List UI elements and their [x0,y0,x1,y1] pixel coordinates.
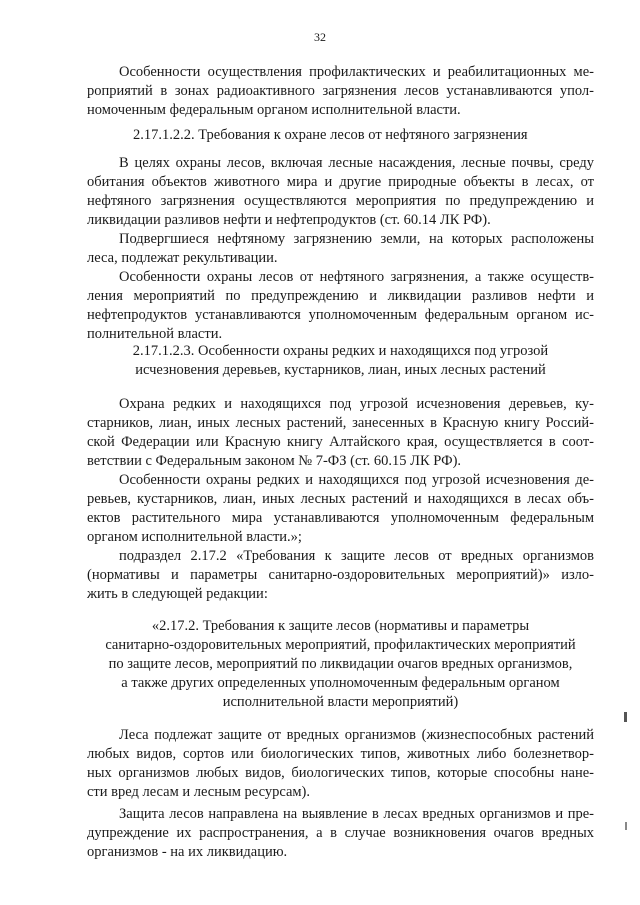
section-heading: а также других определенных уполномоченным федеральным органом [121,675,560,691]
text-line: полнительной власти. [87,326,223,342]
text-line: старников, лиан, иных лесных растений, занесенных в Красную книгу Россий- [87,415,594,431]
text-line: нефтепродуктов устанавливаются уполномоченным федеральным органом ис- [87,307,594,323]
section-heading: санитарно-оздоровительных мероприятий, профилактических мероприятий [105,637,576,653]
section-heading: 2.17.1.2.3. Особенности охраны редких и находящихся под угрозой [132,343,549,359]
text-line: Особенности охраны редких и находящихся под угрозой исчезновения де- [119,472,594,488]
text-line: ской Федерации или Красную книгу Алтайского края, осуществляется в соот- [87,434,594,450]
text-line: ления мероприятий по предупреждению и ликвидации разливов нефти и [87,288,594,304]
text-line: ревьев, кустарников, лиан, иных лесных растений и находящихся в лесах объ- [87,491,594,507]
section-heading: исполнительной власти мероприятий) [222,694,459,710]
section-heading: по защите лесов, мероприятий по ликвидации очагов вредных организмов, [108,656,573,672]
text-line: жить в следующей редакции: [87,586,268,602]
text-line: Особенности осуществления профилактических и реабилитационных ме- [119,64,594,80]
text-line: (нормативы и параметры санитарно-оздоровительных мероприятий)» изло- [87,567,594,583]
text-line: подраздел 2.17.2 «Требования к защите лесов от вредных организмов [119,548,594,564]
text-line: ных организмов любых видов, биологических типов, которые способны нане- [87,765,594,781]
text-line: дупреждение их распространения, а в случае возникновения очагов вредных [87,825,594,841]
text-line: Охрана редких и находящихся под угрозой исчезновения деревьев, ку- [119,396,594,412]
text-line: леса, подлежат рекультивации. [87,250,278,266]
section-heading: 2.17.1.2.2. Требования к охране лесов от нефтяного загрязнения [133,127,528,143]
section-heading: «2.17.2. Требования к защите лесов (нормативы и параметры [151,618,530,634]
text-line: ликвидации разливов нефти и нефтепродуктов (ст. 60.14 ЛК РФ). [87,212,491,228]
text-line: Леса подлежат защите от вредных организмов (жизнеспособных растений [119,727,594,743]
text-line: ветствии с Федеральным законом № 7-ФЗ (ст. 60.15 ЛК РФ). [87,453,462,469]
text-line: Подвергшиеся нефтяному загрязнению земли, на которых расположены [119,231,594,247]
text-line: обитания объектов животного мира и другие природные объекты в лесах, от [87,174,594,190]
text-line: ектов растительного мира устанавливаются уполномоченным федеральным [87,510,594,526]
text-line: Особенности охраны лесов от нефтяного загрязнения, а также осуществ- [119,269,594,285]
scan-artifact [625,822,627,830]
section-heading: исчезновения деревьев, кустарников, лиан, иных лесных растений [135,362,546,378]
page-number: 32 [314,30,326,44]
text-line: В целях охраны лесов, включая лесные насаждения, лесные почвы, среду [119,155,594,171]
text-line: роприятий в зонах радиоактивного загрязнения лесов устанавливаются упол- [87,83,594,99]
text-line: сти вред лесам и лесным ресурсам). [87,784,311,800]
text-line: Защита лесов направлена на выявление в лесах вредных организмов и пре- [119,806,594,822]
text-line: организмов - на их ликвидацию. [87,844,288,860]
text-line: любых видов, сортов или биологических типов, животных либо болезнетвор- [87,746,594,762]
text-line: органом исполнительной власти.»; [87,529,302,545]
text-line: нефтяного загрязнения осуществляются мероприятия по предупреждению и [87,193,594,209]
scan-artifact [624,712,627,722]
text-line: номоченным федеральным органом исполнительной власти. [87,102,461,118]
